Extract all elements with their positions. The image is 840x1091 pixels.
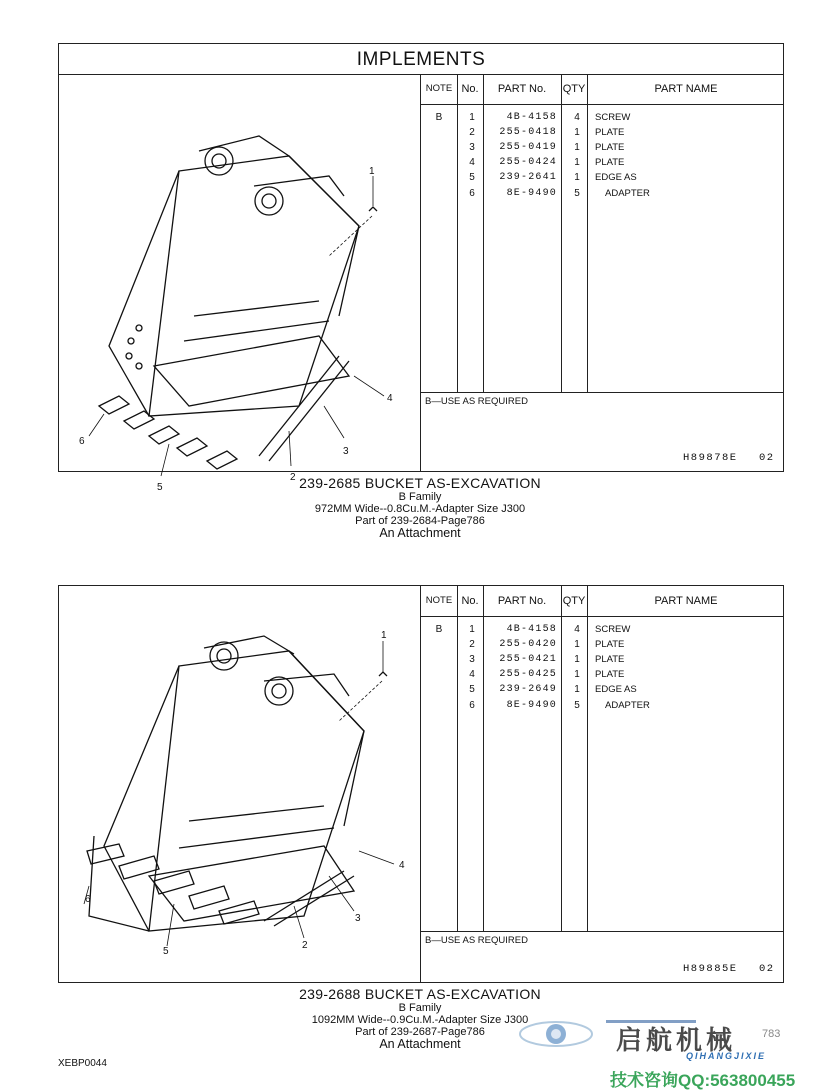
caption-attachment: An Attachment — [379, 1037, 461, 1051]
caption-title: 239-2685 BUCKET AS-EXCAVATION — [299, 475, 541, 491]
callout-6: 6 — [85, 894, 91, 905]
table-row: 5 239-2649 1 EDGE AS — [469, 684, 637, 695]
header-note: NOTE — [425, 595, 453, 606]
header-part-no: PART No. — [497, 83, 547, 95]
parts-table-1 — [420, 74, 784, 471]
caption-desc: 1092MM Wide--0.9Cu.M.-Adapter Size J300 — [311, 1014, 529, 1026]
caption-attachment: An Attachment — [379, 526, 461, 540]
ref-num: 02 — [759, 963, 775, 975]
header-qty: QTY — [562, 83, 586, 95]
caption-1 — [0, 475, 840, 540]
callout-5: 5 — [163, 946, 169, 957]
table-row: B 1 4B-4158 4 SCREW — [435, 624, 631, 635]
callout-3: 3 — [343, 446, 349, 457]
section-2-frame — [58, 585, 784, 983]
callout-6: 6 — [79, 436, 85, 447]
use-note: B—USE AS REQUIRED — [425, 396, 528, 407]
watermark-page-number: 783 — [762, 1028, 781, 1040]
caption-title: 239-2688 BUCKET AS-EXCAVATION — [299, 986, 541, 1002]
use-note: B—USE AS REQUIRED — [425, 935, 528, 946]
header-part-no: PART No. — [497, 595, 547, 607]
callout-2: 2 — [302, 940, 308, 951]
table-row: 2 255-0420 1 PLATE — [469, 639, 625, 650]
header-note: NOTE — [425, 83, 453, 94]
table-row: 4 255-0425 1 PLATE — [469, 669, 625, 680]
table-row: 6 8E-9490 5 ADAPTER — [469, 188, 650, 199]
bucket-illustration-2 — [59, 586, 419, 981]
table-row: B 1 4B-4158 4 SCREW — [435, 112, 631, 123]
watermark-brand-pinyin: QIHANGJIXIE — [686, 1051, 767, 1061]
header-no: No. — [461, 83, 479, 95]
ref-code: H89878E — [683, 452, 738, 464]
watermark — [516, 1004, 840, 1089]
table-row: 6 8E-9490 5 ADAPTER — [469, 700, 650, 711]
watermark-brand-cn: 启航机械 — [616, 1025, 737, 1055]
header-no: No. — [461, 595, 479, 607]
callout-1: 1 — [381, 630, 387, 641]
table-row: 3 255-0419 1 PLATE — [469, 142, 625, 153]
caption-desc: 972MM Wide--0.8Cu.M.-Adapter Size J300 — [314, 503, 526, 515]
bucket-illustration-1 — [59, 76, 419, 493]
callout-2: 2 — [290, 472, 296, 483]
header-part-name: PART NAME — [654, 83, 718, 95]
table-row: 2 255-0418 1 PLATE — [469, 127, 625, 138]
section-title: IMPLEMENTS — [59, 44, 783, 75]
watermark-contact: 技术咨询QQ:563800455 — [610, 1071, 796, 1090]
page-code: XEBP0044 — [58, 1058, 107, 1069]
watermark-logo-icon — [516, 1006, 596, 1061]
callout-3: 3 — [355, 913, 361, 924]
table-row: 3 255-0421 1 PLATE — [469, 654, 625, 665]
callout-4: 4 — [399, 860, 405, 871]
table-row: 4 255-0424 1 PLATE — [469, 157, 625, 168]
callout-4: 4 — [387, 393, 393, 404]
callout-5: 5 — [157, 482, 163, 493]
callout-1: 1 — [369, 166, 375, 177]
header-part-name: PART NAME — [654, 595, 718, 607]
caption-part-of: Part of 239-2684-Page786 — [355, 515, 485, 527]
header-qty: QTY — [562, 595, 586, 607]
parts-table-2 — [420, 586, 784, 983]
caption-family: B Family — [398, 1002, 442, 1014]
ref-num: 02 — [759, 452, 775, 464]
caption-part-of: Part of 239-2687-Page786 — [355, 1026, 485, 1038]
ref-code: H89885E — [683, 963, 738, 975]
table-row: 5 239-2641 1 EDGE AS — [469, 172, 637, 183]
caption-family: B Family — [398, 491, 442, 503]
